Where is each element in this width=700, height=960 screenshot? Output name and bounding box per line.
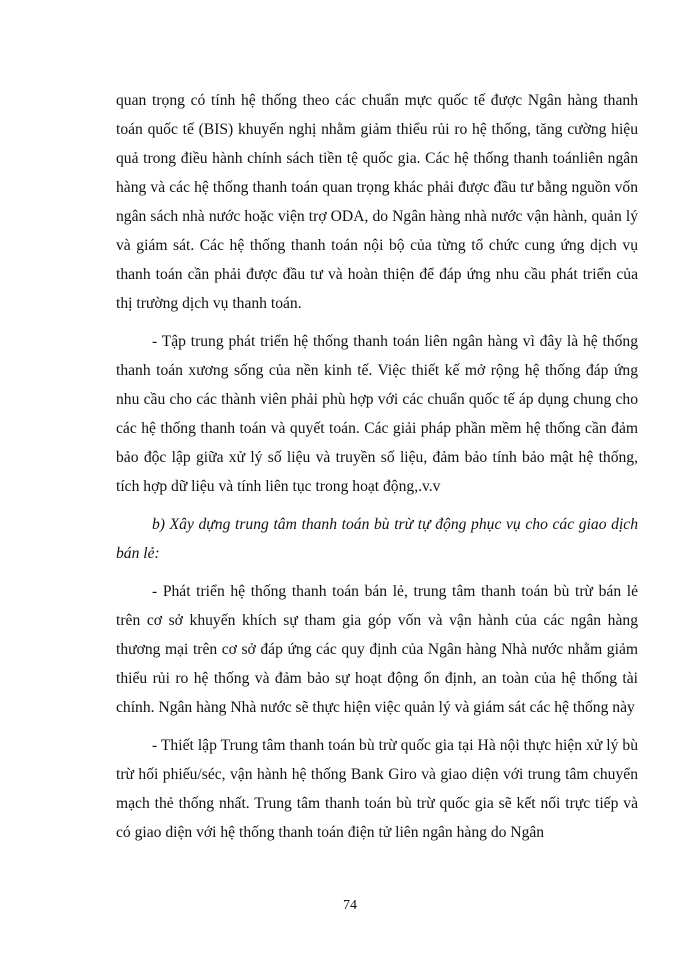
section-heading-retail-clearing: b) Xây dựng trung tâm thanh toán bù trừ tự động phục vụ cho các giao dịch bán lẻ: [116,516,638,562]
paragraph-retail-payment: - Phát triển hệ thống thanh toán bán lẻ, trung tâm thanh toán bù trừ bán lẻ trên cơ sở khuyến khích sự tham gia góp vốn và vận hành của các ngân hàng thương mại trên cơ sở đáp ứng các quy định của Ngân hàng Nhà nước nhằm giảm thiểu rủi ro hệ thống và đảm bảo sự hoạt động ổn định, an toàn của hệ thống tài chính. Ngân hàng Nhà nước sẽ thực hiện việc quản lý và giám sát các hệ thống này [116,583,638,716]
body-text [116,86,638,856]
page-number: 74 [343,898,357,913]
paragraph-continuation: quan trọng có tính hệ thống theo các chuẩn mực quốc tế được Ngân hàng thanh toán quốc tế (BIS) khuyến nghị nhằm giảm thiểu rủi ro hệ thống, tăng cường hiệu quả trong điều hành chính sách tiền tệ quốc gia. Các hệ thống thanh toánliên ngân hàng và các hệ thống thanh toán quan trọng khác phải được đầu tư bằng nguồn vốn ngân sách nhà nước hoặc viện trợ ODA, do Ngân hàng nhà nước vận hành, quản lý và giám sát. Các hệ thống thanh toán nội bộ của từng tổ chức cung ứng dịch vụ thanh toán cần phải được đầu tư và hoàn thiện để đáp ứng nhu cầu phát triển của thị trường dịch vụ thanh toán. [116,92,638,312]
paragraph-national-clearing-center: - Thiết lập Trung tâm thanh toán bù trừ quốc gia tại Hà nội thực hiện xử lý bù trừ hối phiếu/séc, vận hành hệ thống Bank Giro và giao diện với trung tâm chuyển mạch thẻ thống nhất. Trung tâm thanh toán bù trừ quốc gia sẽ kết nối trực tiếp và có giao diện với hệ thống thanh toán điện tử liên ngân hàng do Ngân [116,737,638,841]
paragraph-interbank-system: - Tập trung phát triển hệ thống thanh toán liên ngân hàng vì đây là hệ thống thanh toán xương sống của nền kinh tế. Việc thiết kế mở rộng hệ thống đáp ứng nhu cầu cho các thành viên phải phù hợp với các chuẩn quốc tế áp dụng chung cho các hệ thống thanh toán và quyết toán. Các giải pháp phần mềm hệ thống cần đảm bảo độc lập giữa xử lý số liệu và truyền số liệu, đảm bảo tính bảo mật hệ thống, tích hợp dữ liệu và tính liên tục trong hoạt động,.v.v [116,333,638,495]
